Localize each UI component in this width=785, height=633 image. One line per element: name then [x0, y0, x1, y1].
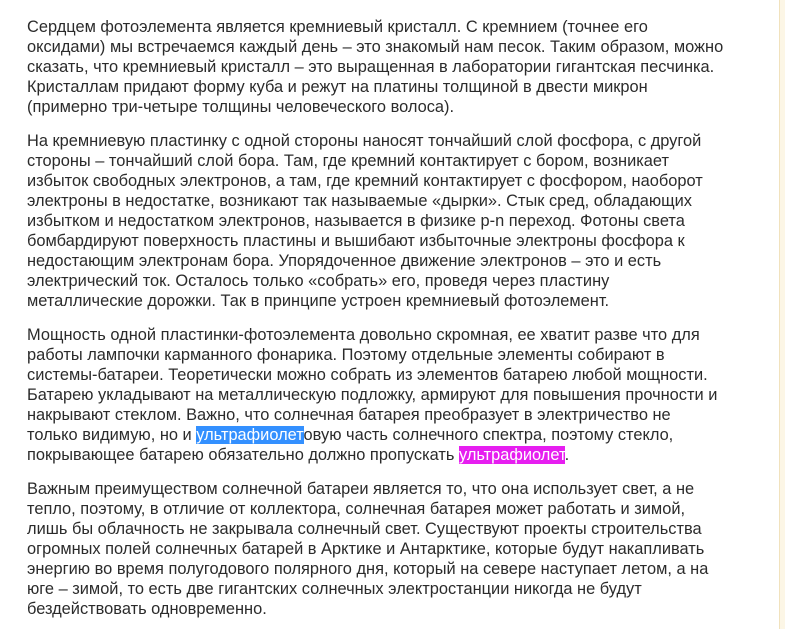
text-line: электрический ток. Осталось только «собрать» его, проведя через пластину — [27, 272, 610, 290]
text-segment: покрывающее батарею обязательно должно пропускать — [27, 446, 460, 464]
text-line: накрывают стеклом. Важно, что солнечная батарея преобразует в электричество не — [27, 406, 671, 424]
selection-highlight[interactable]: ультрафиолет — [459, 446, 565, 464]
text-line: стороны – тончайший слой бора. Там, где кремний контактирует с бором, возникает — [27, 152, 669, 170]
paragraph-4 — [27, 479, 755, 619]
text-line: электроны в недостатке, возникают так называемые «дырки». Стык сред, обладающих — [27, 192, 692, 210]
text-line — [27, 425, 755, 445]
text-line: юге – зимой, то есть две гигантских солнечных электростанции никогда не будут — [27, 580, 642, 598]
text-line: бомбардируют поверхность пластины и вышибают избыточные электроны фосфора к — [27, 232, 685, 250]
text-line: Батарею укладывают на металлическую подложку, армируют для повышения прочности и — [27, 386, 718, 404]
text-line: металлические дорожки. Так в принципе устроен кремниевый фотоэлемент. — [27, 292, 610, 310]
text-line: Кристаллам придают форму куба и режут на платины толщиной в двести микрон — [27, 78, 648, 96]
text-line: тепло, поэтому, в отличие от коллектора, солнечная батарея может работать и зимой, — [27, 500, 686, 518]
text-line: работы лампочки карманного фонарика. Поэтому отдельные элементы собирают в — [27, 346, 665, 364]
text-line: На кремниевую пластинку с одной стороны наносят тончайший слой фосфора, с другой — [27, 132, 702, 150]
text-line: лишь бы облачность не закрывала солнечный свет. Существуют проекты строительства — [27, 520, 702, 538]
text-line: сказать, что кремниевый кристалл – это выращенная в лаборатории гигантская песчинка. — [27, 58, 715, 76]
paragraph-2 — [27, 131, 755, 311]
text-line: системы-батареи. Теоретически можно собрать из элементов батарею любой мощности. — [27, 366, 708, 384]
text-line: оксидами) мы встречаемся каждый день – это знакомый нам песок. Таким образом, можно — [27, 38, 724, 56]
text-segment: только видимую, но и — [27, 426, 197, 444]
text-line: Важным преимуществом солнечной батареи является то, что она использует свет, а не — [27, 480, 695, 498]
text-line: (примерно три-четыре толщины человеческого волоса). — [27, 98, 455, 116]
text-line: избыток свободных электронов, а там, где кремний контактирует с фосфором, наоборот — [27, 172, 703, 190]
page-edge-border — [779, 0, 785, 629]
search-highlight[interactable]: ультрафиолет — [196, 426, 304, 444]
text-line: энергию во время полугодового полярного дня, который на севере наступает летом, а на — [27, 560, 709, 578]
text-line: Мощность одной пластинки-фотоэлемента довольно скромная, ее хватит разве что для — [27, 326, 700, 344]
paragraph-3 — [27, 325, 755, 465]
text-line: бездействовать одновременно. — [27, 600, 267, 618]
text-line: недостающим электронам бора. Упорядоченное движение электронов – это и есть — [27, 252, 662, 270]
text-segment: овую часть солнечного спектра, поэтому стекло, — [303, 426, 674, 444]
text-line: огромных полей солнечных батарей в Арктике и Антарктике, которые будут накапливать — [27, 540, 705, 558]
text-line — [27, 445, 755, 465]
paragraph-1 — [27, 17, 755, 117]
text-line: избытком и недостатком электронов, называется в физике p-n переход. Фотоны света — [27, 212, 685, 230]
text-segment: . — [564, 446, 570, 464]
text-line: Сердцем фотоэлемента является кремниевый кристалл. С кремнием (точнее его — [27, 18, 648, 36]
article-body — [27, 17, 755, 633]
